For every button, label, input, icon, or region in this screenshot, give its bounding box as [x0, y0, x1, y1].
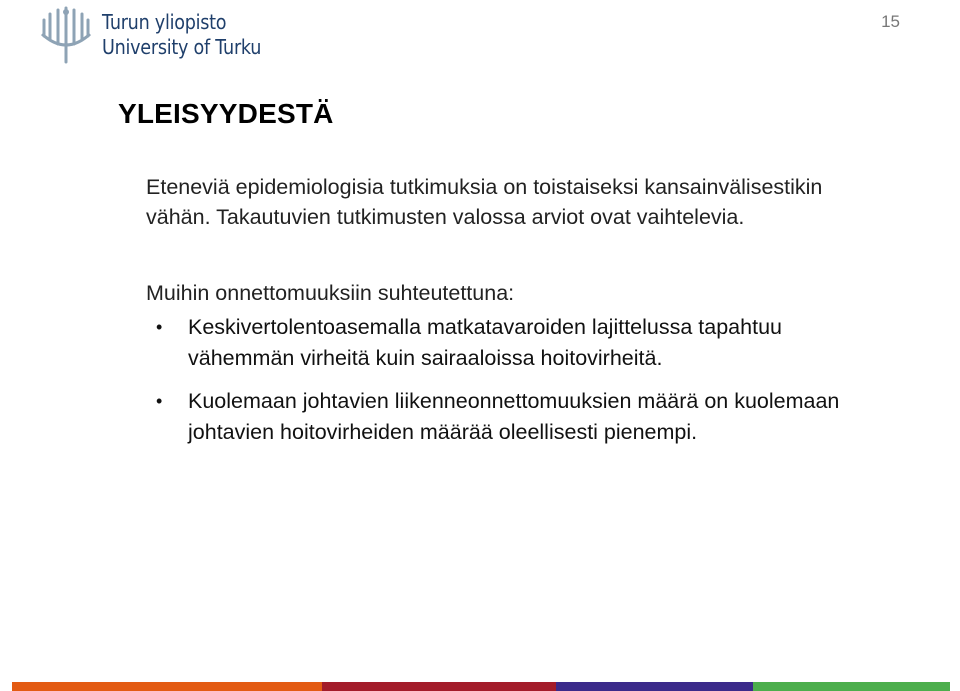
footer-segment-orange [12, 682, 322, 691]
bullet-item [156, 386, 876, 448]
bullet-list [156, 312, 876, 460]
bullet-item [156, 312, 876, 374]
slide-title: YLEISYYDESTÄ [118, 98, 334, 129]
lead-text: Muihin onnettomuuksiin suhteutettuna: [146, 281, 515, 305]
university-logo [36, 4, 283, 66]
bullet-text: Keskivertolentoasemalla matkatavaroiden lajittelussa tapahtuu vähemmän virheitä kuin sairaaloissa hoitovirheitä. [188, 315, 782, 370]
bullet-icon: • [156, 317, 163, 337]
footer-segment-purple [556, 682, 753, 691]
footer-color-bar [12, 682, 950, 691]
intro-paragraph: Eteneviä epidemiologisia tutkimuksia on toistaiseksi kansainvälisestikin vähän. Takautuvien tutkimusten valossa arviot ovat vaihtelevia. [146, 175, 823, 229]
logo-text-english: University of Turku [102, 35, 262, 59]
bullet-icon: • [156, 391, 163, 411]
page-number: 15 [881, 12, 900, 31]
university-emblem-icon [36, 4, 96, 66]
footer-segment-green [753, 682, 950, 691]
logo-text-finnish: Turun yliopisto [102, 10, 227, 34]
bullet-text: Kuolemaan johtavien liikenneonnettomuuksien määrä on kuolemaan johtavien hoitovirheiden määrää oleellisesti pienempi. [188, 389, 840, 444]
footer-segment-red [322, 682, 557, 691]
